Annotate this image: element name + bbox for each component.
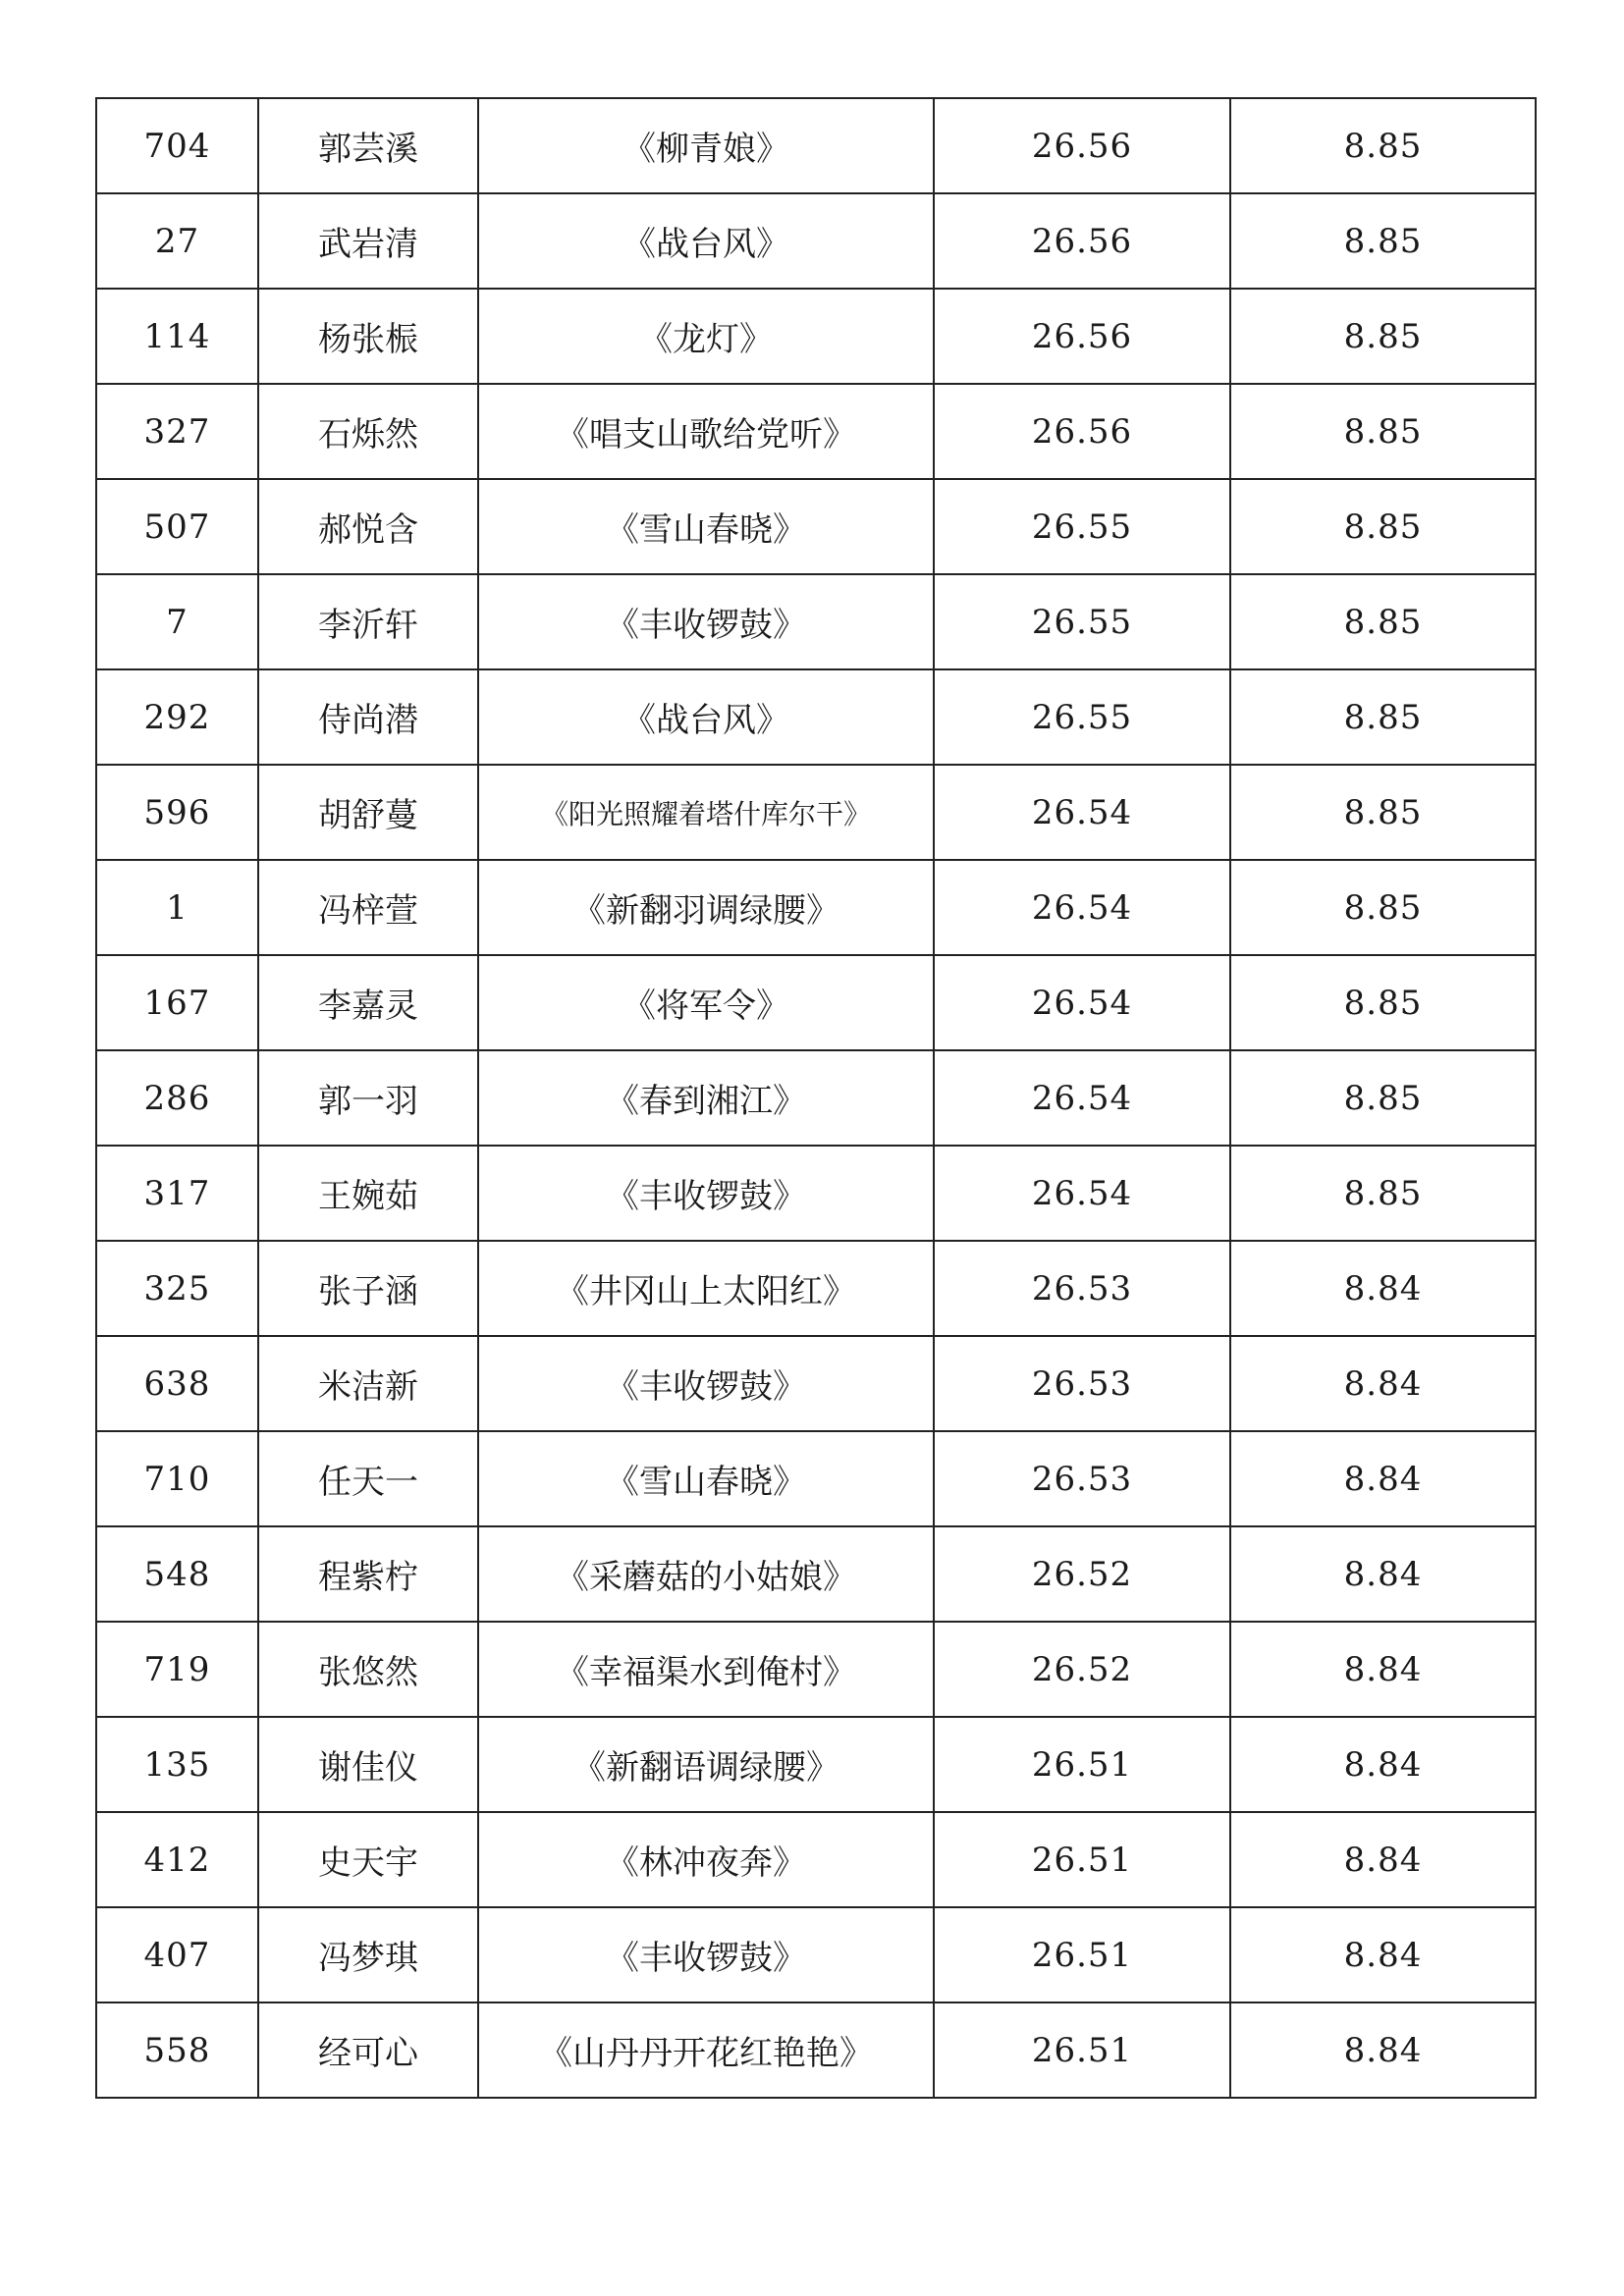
cell-average: 8.84	[1230, 1717, 1536, 1812]
cell-work: 《唱支山歌给党听》	[478, 384, 934, 479]
cell-id: 27	[96, 193, 258, 289]
cell-id: 317	[96, 1146, 258, 1241]
cell-name: 郭一羽	[258, 1050, 478, 1146]
table-row	[96, 384, 1536, 479]
table-row	[96, 1526, 1536, 1622]
cell-work: 《丰收锣鼓》	[478, 1336, 934, 1431]
cell-average: 8.84	[1230, 1241, 1536, 1336]
cell-score: 26.53	[934, 1241, 1230, 1336]
cell-id: 407	[96, 1907, 258, 2002]
cell-id: 286	[96, 1050, 258, 1146]
cell-score: 26.51	[934, 1717, 1230, 1812]
cell-name: 李嘉灵	[258, 955, 478, 1050]
cell-name: 郝悦含	[258, 479, 478, 574]
cell-average: 8.84	[1230, 1622, 1536, 1717]
cell-score: 26.54	[934, 1050, 1230, 1146]
cell-score: 26.55	[934, 669, 1230, 765]
cell-id: 507	[96, 479, 258, 574]
table-row	[96, 1241, 1536, 1336]
table-row	[96, 955, 1536, 1050]
table-row	[96, 765, 1536, 860]
cell-work: 《井冈山上太阳红》	[478, 1241, 934, 1336]
cell-score: 26.55	[934, 574, 1230, 669]
cell-score: 26.56	[934, 384, 1230, 479]
cell-average: 8.85	[1230, 289, 1536, 384]
cell-name: 史天宇	[258, 1812, 478, 1907]
table-row	[96, 2002, 1536, 2098]
score-table	[95, 97, 1537, 2099]
cell-id: 167	[96, 955, 258, 1050]
table-row	[96, 860, 1536, 955]
cell-score: 26.56	[934, 289, 1230, 384]
cell-average: 8.85	[1230, 479, 1536, 574]
table-row	[96, 479, 1536, 574]
cell-id: 114	[96, 289, 258, 384]
cell-name: 任天一	[258, 1431, 478, 1526]
table-row	[96, 1622, 1536, 1717]
cell-id: 412	[96, 1812, 258, 1907]
cell-score: 26.54	[934, 765, 1230, 860]
cell-name: 冯梦琪	[258, 1907, 478, 2002]
score-table-body	[96, 98, 1536, 2098]
cell-score: 26.54	[934, 1146, 1230, 1241]
cell-id: 704	[96, 98, 258, 193]
cell-average: 8.85	[1230, 1050, 1536, 1146]
cell-work: 《战台风》	[478, 669, 934, 765]
cell-average: 8.85	[1230, 98, 1536, 193]
cell-score: 26.56	[934, 98, 1230, 193]
table-row	[96, 1050, 1536, 1146]
cell-work: 《雪山春晓》	[478, 479, 934, 574]
cell-name: 米洁新	[258, 1336, 478, 1431]
cell-score: 26.52	[934, 1526, 1230, 1622]
cell-average: 8.84	[1230, 1907, 1536, 2002]
cell-score: 26.51	[934, 2002, 1230, 2098]
cell-work: 《山丹丹开花红艳艳》	[478, 2002, 934, 2098]
cell-average: 8.85	[1230, 193, 1536, 289]
cell-work: 《龙灯》	[478, 289, 934, 384]
cell-average: 8.85	[1230, 574, 1536, 669]
cell-id: 558	[96, 2002, 258, 2098]
table-row	[96, 193, 1536, 289]
cell-work: 《雪山春晓》	[478, 1431, 934, 1526]
cell-average: 8.84	[1230, 1336, 1536, 1431]
cell-average: 8.85	[1230, 765, 1536, 860]
cell-name: 王婉茹	[258, 1146, 478, 1241]
cell-work: 《丰收锣鼓》	[478, 1146, 934, 1241]
cell-name: 郭芸溪	[258, 98, 478, 193]
cell-id: 710	[96, 1431, 258, 1526]
cell-id: 7	[96, 574, 258, 669]
cell-name: 武岩清	[258, 193, 478, 289]
cell-name: 冯梓萱	[258, 860, 478, 955]
cell-work: 《战台风》	[478, 193, 934, 289]
cell-name: 程紫柠	[258, 1526, 478, 1622]
cell-work: 《新翻羽调绿腰》	[478, 860, 934, 955]
cell-work: 《阳光照耀着塔什库尔干》	[478, 765, 934, 860]
table-row	[96, 1812, 1536, 1907]
cell-work: 《林冲夜奔》	[478, 1812, 934, 1907]
cell-name: 谢佳仪	[258, 1717, 478, 1812]
table-row	[96, 1336, 1536, 1431]
cell-work: 《新翻语调绿腰》	[478, 1717, 934, 1812]
cell-work: 《将军令》	[478, 955, 934, 1050]
cell-work: 《采蘑菇的小姑娘》	[478, 1526, 934, 1622]
cell-score: 26.53	[934, 1431, 1230, 1526]
table-row	[96, 1907, 1536, 2002]
cell-id: 596	[96, 765, 258, 860]
cell-name: 杨张桭	[258, 289, 478, 384]
cell-name: 李沂轩	[258, 574, 478, 669]
cell-id: 638	[96, 1336, 258, 1431]
cell-score: 26.56	[934, 193, 1230, 289]
cell-score: 26.55	[934, 479, 1230, 574]
cell-average: 8.84	[1230, 1812, 1536, 1907]
cell-score: 26.51	[934, 1812, 1230, 1907]
cell-name: 侍尚潜	[258, 669, 478, 765]
table-row	[96, 289, 1536, 384]
cell-id: 548	[96, 1526, 258, 1622]
cell-name: 胡舒蔓	[258, 765, 478, 860]
cell-id: 327	[96, 384, 258, 479]
table-row	[96, 1717, 1536, 1812]
cell-average: 8.84	[1230, 1526, 1536, 1622]
cell-id: 1	[96, 860, 258, 955]
cell-score: 26.54	[934, 860, 1230, 955]
cell-id: 719	[96, 1622, 258, 1717]
cell-name: 张悠然	[258, 1622, 478, 1717]
cell-id: 135	[96, 1717, 258, 1812]
cell-average: 8.85	[1230, 1146, 1536, 1241]
cell-score: 26.54	[934, 955, 1230, 1050]
cell-score: 26.51	[934, 1907, 1230, 2002]
cell-work: 《春到湘江》	[478, 1050, 934, 1146]
table-row	[96, 574, 1536, 669]
cell-average: 8.85	[1230, 955, 1536, 1050]
cell-work: 《丰收锣鼓》	[478, 574, 934, 669]
table-row	[96, 1146, 1536, 1241]
cell-average: 8.85	[1230, 860, 1536, 955]
cell-name: 张子涵	[258, 1241, 478, 1336]
table-row	[96, 669, 1536, 765]
cell-work: 《丰收锣鼓》	[478, 1907, 934, 2002]
cell-average: 8.85	[1230, 669, 1536, 765]
cell-work: 《柳青娘》	[478, 98, 934, 193]
cell-average: 8.84	[1230, 2002, 1536, 2098]
cell-id: 292	[96, 669, 258, 765]
cell-average: 8.85	[1230, 384, 1536, 479]
cell-score: 26.52	[934, 1622, 1230, 1717]
cell-score: 26.53	[934, 1336, 1230, 1431]
cell-work: 《幸福渠水到俺村》	[478, 1622, 934, 1717]
cell-name: 石烁然	[258, 384, 478, 479]
cell-average: 8.84	[1230, 1431, 1536, 1526]
cell-name: 经可心	[258, 2002, 478, 2098]
table-row	[96, 98, 1536, 193]
cell-id: 325	[96, 1241, 258, 1336]
table-row	[96, 1431, 1536, 1526]
